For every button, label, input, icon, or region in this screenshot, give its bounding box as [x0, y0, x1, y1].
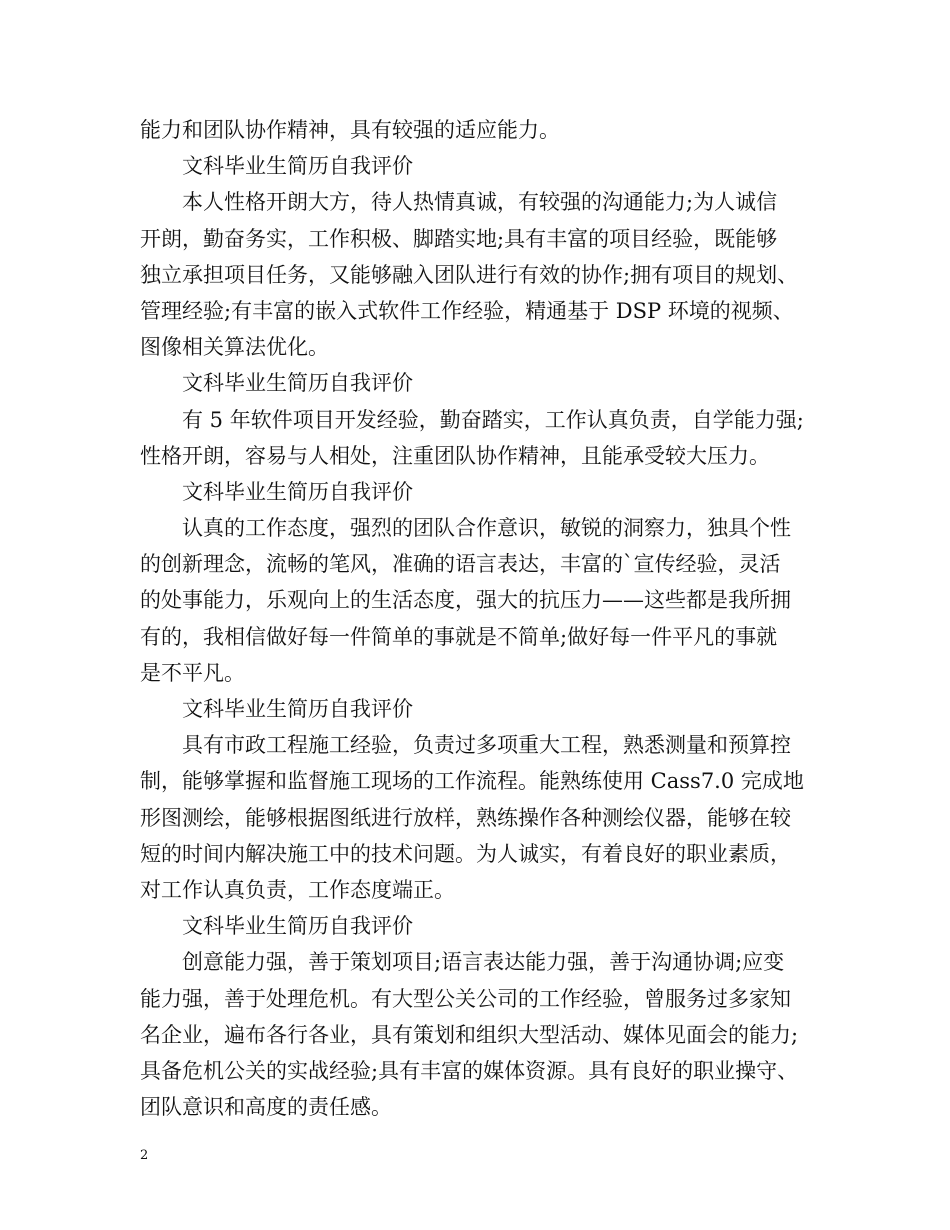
text-line: 具备危机公关的实战经验;具有丰富的媒体资源。具有良好的职业操守、 [140, 1058, 799, 1083]
text-line: 的创新理念，流畅的笔风，准确的语言表达，丰富的`宣传经验，灵活 [140, 552, 781, 577]
text-line: 图像相关算法优化。 [140, 335, 329, 360]
section-heading: 文科毕业生简历自我评价 [182, 914, 413, 939]
text-line: 开朗，勤奋务实，工作积极、脚踏实地;具有丰富的项目经验，既能够 [140, 226, 778, 251]
text-line: 的处事能力，乐观向上的生活态度，强大的抗压力——这些都是我所拥 [140, 588, 791, 613]
text-line: 能力强，善于处理危机。有大型公关公司的工作经验，曾服务过多家知 [140, 986, 791, 1011]
section-heading: 文科毕业生简历自我评价 [182, 697, 413, 721]
text-line: 管理经验;有丰富的嵌入式软件工作经验，精通基于 DSP 环境的视频、 [140, 298, 794, 323]
text-line: 是不平凡。 [140, 660, 245, 685]
section-heading: 文科毕业生简历自我评价 [182, 479, 413, 504]
text-line: 创意能力强，善于策划项目;语言表达能力强，善于沟通协调;应变 [182, 950, 785, 975]
section-heading: 文科毕业生简历自我评价 [182, 371, 413, 396]
section-heading: 文科毕业生简历自我评价 [182, 154, 413, 179]
text-line: 形图测绘，能够根据图纸进行放样，熟练操作各种测绘仪器，能够在较 [140, 805, 791, 830]
text-line: 名企业，遍布各行各业，具有策划和组织大型活动、媒体见面会的能力; [140, 1022, 799, 1047]
text-line: 制，能够掌握和监督施工现场的工作流程。能熟练使用 Cass7.0 完成地 [140, 769, 804, 794]
text-line: 能力和团队协作精神，具有较强的适应能力。 [140, 118, 560, 142]
text-line: 性格开朗，容易与人相处，注重团队协作精神，且能承受较大压力。 [140, 443, 770, 468]
text-line: 短的时间内解决施工中的技术问题。为人诚实，有着良好的职业素质， [140, 841, 791, 866]
text-line: 独立承担项目任务，又能够融入团队进行有效的协作;拥有项目的规划、 [140, 262, 799, 287]
text-line: 具有市政工程施工经验，负责过多项重大工程，熟悉测量和预算控 [182, 733, 791, 758]
text-line: 团队意识和高度的责任感。 [140, 1095, 392, 1120]
document-body [140, 112, 830, 1125]
text-line: 认真的工作态度，强烈的团队合作意识，敏锐的洞察力，独具个性 [182, 516, 791, 541]
text-line: 对工作认真负责，工作态度端正。 [140, 877, 455, 902]
text-line: 有 5 年软件项目开发经验，勤奋踏实，工作认真负责，自学能力强; [182, 407, 804, 432]
text-line: 有的，我相信做好每一件简单的事就是不简单;做好每一件平凡的事就 [140, 624, 778, 649]
text-line: 本人性格开朗大方，待人热情真诚，有较强的沟通能力;为人诚信 [182, 190, 778, 215]
page-number: 2 [140, 1148, 149, 1163]
